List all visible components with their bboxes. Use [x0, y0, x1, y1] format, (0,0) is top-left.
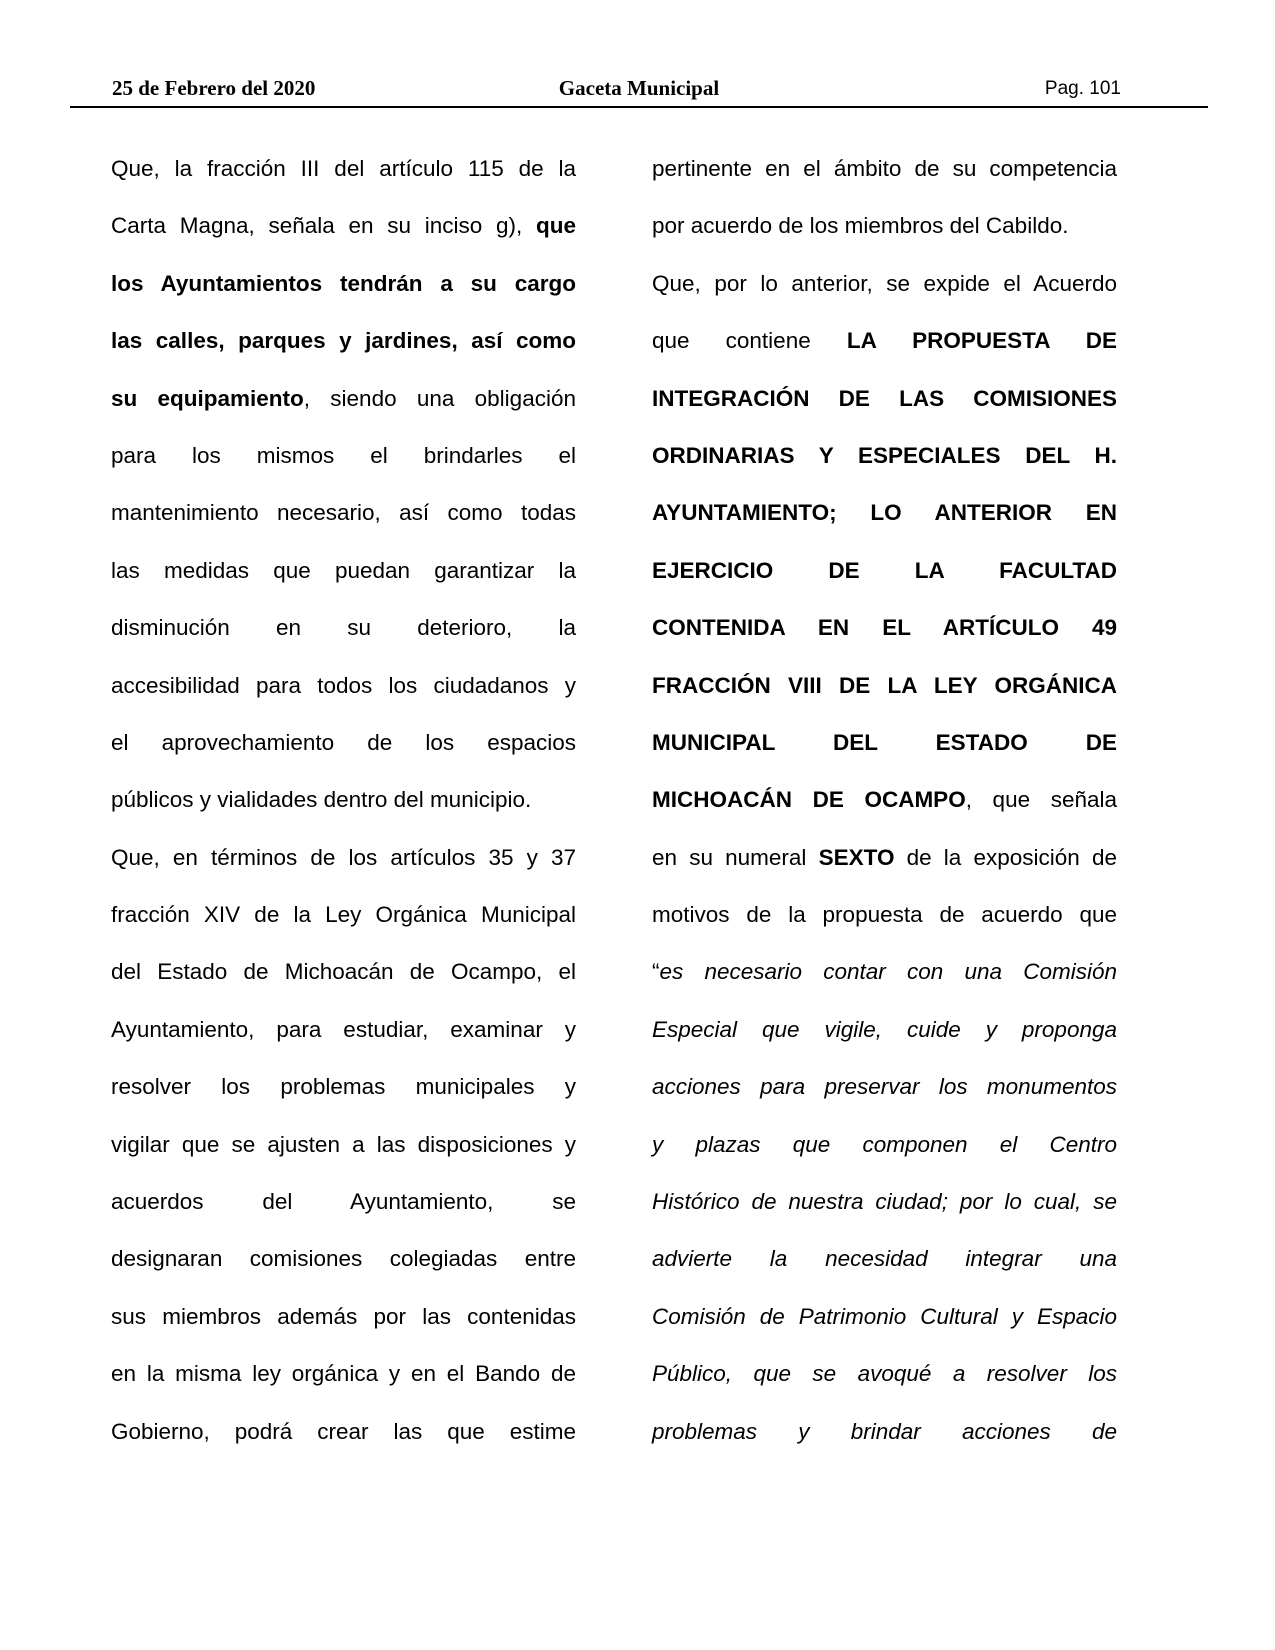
text-line [111, 829, 576, 886]
text-line [111, 886, 576, 943]
text-line [111, 1345, 576, 1402]
text-line [652, 1288, 1117, 1345]
italic-text: Especial que vigile, cuide y proponga [652, 1016, 1117, 1042]
text-segment: acuerdos del Ayuntamiento, se [111, 1189, 576, 1215]
text-line [652, 197, 1117, 254]
text-segment: Que, en términos de los artículos 35 y 37 [111, 844, 576, 870]
italic-text: es necesario contar con una Comisión [659, 959, 1117, 985]
text-segment: motivos de la propuesta de acuerdo que [652, 902, 1117, 928]
text-segment: sus miembros además por las contenidas [111, 1303, 576, 1329]
text-line [111, 484, 576, 541]
text-segment: públicos y vialidades dentro del municipio. [111, 787, 532, 813]
bold-text: FRACCIÓN VIII DE LA LEY ORGÁNICA [652, 672, 1117, 698]
text-line [111, 542, 576, 599]
text-segment: Que, la fracción III del artículo 115 de la [111, 156, 576, 181]
text-segment: “ [652, 959, 660, 985]
text-line [652, 599, 1117, 656]
bold-text: SEXTO [818, 844, 895, 870]
italic-text: problemas y brindar acciones de [652, 1418, 1117, 1444]
text-line [111, 1288, 576, 1345]
text-line [652, 943, 1117, 1000]
text-segment: , que señala [965, 787, 1117, 813]
text-segment: en la misma ley orgánica y en el Bando de [111, 1361, 576, 1387]
text-line [111, 197, 576, 254]
text-line [652, 1173, 1117, 1230]
bold-text: INTEGRACIÓN DE LAS COMISIONES [652, 385, 1117, 411]
page-header [70, 72, 1208, 108]
text-segment: resolver los problemas municipales y [111, 1074, 576, 1100]
text-line [652, 886, 1117, 943]
left-column [111, 140, 576, 1460]
text-line [111, 427, 576, 484]
header-title: Gaceta Municipal [558, 76, 720, 100]
text-segment: Carta Magna, señala en su inciso g), [111, 213, 536, 239]
text-segment: pertinente en el ámbito de su competencia [652, 156, 1117, 181]
bold-text: que [535, 213, 576, 239]
bold-text: MUNICIPAL DEL ESTADO DE [652, 729, 1117, 755]
text-line [652, 1230, 1117, 1287]
text-segment: las medidas que puedan garantizar la [111, 557, 576, 583]
text-line [652, 484, 1117, 541]
bold-text: EJERCICIO DE LA FACULTAD [652, 557, 1117, 583]
text-line [652, 255, 1117, 312]
text-line [111, 312, 576, 369]
text-line [111, 599, 576, 656]
text-segment: Ayuntamiento, para estudiar, examinar y [111, 1016, 576, 1042]
text-line [652, 1345, 1117, 1402]
text-line [111, 1173, 576, 1230]
text-line [652, 370, 1117, 427]
bold-text: las calles, parques y jardines, así como [111, 328, 576, 354]
text-segment: en su numeral [652, 844, 819, 870]
italic-text: advierte la necesidad integrar una [652, 1246, 1117, 1272]
text-segment: Que, por lo anterior, se expide el Acuerdo [652, 270, 1117, 296]
text-line [652, 1001, 1117, 1058]
text-line [652, 542, 1117, 599]
text-segment: mantenimiento necesario, así como todas [111, 500, 576, 526]
text-segment: el aprovechamiento de los espacios [111, 729, 576, 755]
text-segment: Gobierno, podrá crear las que estime [111, 1418, 576, 1444]
bold-text: los Ayuntamientos tendrán a su cargo [111, 270, 576, 296]
text-line [652, 1403, 1117, 1460]
italic-text: Público, que se avoqué a resolver los [652, 1361, 1117, 1387]
italic-text: Comisión de Patrimonio Cultural y Espacio [652, 1303, 1117, 1329]
text-line [652, 427, 1117, 484]
text-segment: , siendo una obligación [303, 385, 576, 411]
italic-text: acciones para preservar los monumentos [652, 1074, 1117, 1100]
bold-text: LA PROPUESTA DE [846, 328, 1117, 354]
text-line [652, 1116, 1117, 1173]
text-line [652, 657, 1117, 714]
header-page-number: Pag. 101 [1044, 78, 1121, 99]
text-segment: que contiene [652, 328, 847, 354]
bold-text: ORDINARIAS Y ESPECIALES DEL H. [652, 442, 1117, 468]
text-line [111, 1230, 576, 1287]
text-line [652, 312, 1117, 369]
text-segment: por acuerdo de los miembros del Cabildo. [652, 213, 1069, 239]
text-line [111, 1116, 576, 1173]
italic-text: y plazas que componen el Centro [652, 1131, 1117, 1157]
text-line [111, 140, 576, 197]
text-segment: de la exposición de [894, 844, 1117, 870]
text-segment: disminución en su deterioro, la [111, 615, 576, 641]
text-segment: designaran comisiones colegiadas entre [111, 1246, 576, 1272]
text-line [111, 1001, 576, 1058]
text-line [111, 771, 576, 828]
bold-text: MICHOACÁN DE OCAMPO [652, 787, 966, 813]
text-line [111, 657, 576, 714]
text-segment: vigilar que se ajusten a las disposiciones y [111, 1131, 576, 1157]
bold-text: su equipamiento [111, 385, 304, 411]
text-line [652, 829, 1117, 886]
header-date: 25 de Febrero del 2020 [112, 76, 316, 100]
right-column [652, 140, 1117, 1460]
bold-text: AYUNTAMIENTO; LO ANTERIOR EN [652, 500, 1117, 526]
text-line [111, 943, 576, 1000]
text-line [111, 255, 576, 312]
text-line [111, 1403, 576, 1460]
text-line [111, 714, 576, 771]
text-segment: accesibilidad para todos los ciudadanos y [111, 672, 576, 698]
text-segment: fracción XIV de la Ley Orgánica Municipal [111, 902, 576, 928]
text-line [652, 1058, 1117, 1115]
text-segment: del Estado de Michoacán de Ocampo, el [111, 959, 576, 985]
text-line [111, 1058, 576, 1115]
text-line [652, 140, 1117, 197]
text-line [652, 714, 1117, 771]
italic-text: Histórico de nuestra ciudad; por lo cual, se [652, 1189, 1117, 1215]
text-line [652, 771, 1117, 828]
bold-text: CONTENIDA EN EL ARTÍCULO 49 [652, 615, 1117, 641]
text-line [111, 370, 576, 427]
text-segment: para los mismos el brindarles el [111, 442, 576, 468]
